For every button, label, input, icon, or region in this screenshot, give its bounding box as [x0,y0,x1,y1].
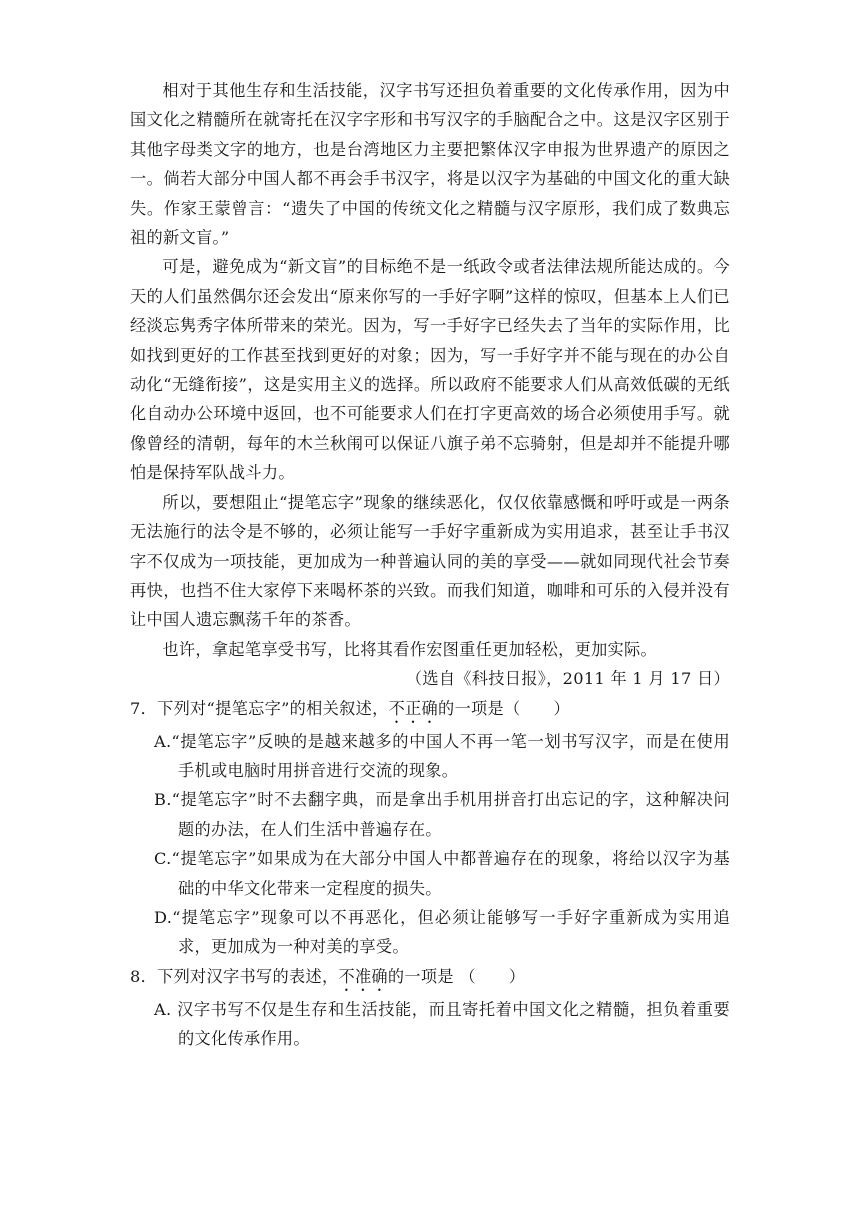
question-7-option-d: D.“提笔忘字”现象可以不再恶化，但必须让能够写一手好字重新成为实用追求，更加成为一种对美的享受。 [154,907,730,957]
question-8-stem-emphasis: 不准确 [338,966,388,986]
question-7-stem-before: 7．下列对“提笔忘字”的相关叙述， [130,698,389,718]
question-8 [130,962,730,1054]
question-8-stem-after: 的一项是 （ ） [387,966,526,986]
paragraph-2: 可是，避免成为“新文盲”的目标绝不是一纸政令或者法律法规所能达成的。今天的人们虽然偶尔还会发出“原来你写的一手好字啊”这样的惊叹，但基本上人们已经淡忘隽秀字体所带来的荣光。因为，写一手好字已经失去了当年的实际作用，比如找到更好的工作甚至找到更好的对象；因为，写一手好字并不能与现在的办公自动化“无缝衔接”，这是实用主义的选择。所以政府不能要求人们从高效低碳的无纸化自动办公环境中返回，也不可能要求人们在打字更高效的场合必须使用手写。就像曾经的清朝，每年的木兰秋闱可以保证八旗子弟不忘骑射，但是却并不能提升哪怕是保持军队战斗力。 [130,257,730,483]
question-8-stem-before: 8．下列对汉字书写的表述， [130,966,339,986]
question-8-option-a: A. 汉字书写不仅是生存和生活技能，而且寄托着中国文化之精髓，担负着重要的文化传承作用。 [154,999,730,1049]
paragraph-3: 所以，要想阻止“提笔忘字”现象的继续恶化，仅仅依靠感慨和呼吁或是一两条无法施行的法令是不够的，必须让能写一手好字重新成为实用追求，甚至让手书汉字不仅成为一项技能，更加成为一种普遍认同的美的享受——就如同现代社会节奏再快，也挡不住大家停下来喝杯茶的兴致。而我们知道，咖啡和可乐的入侵并没有让中国人遗忘飘荡千年的茶香。 [130,492,730,630]
document-page [130,76,730,1054]
question-7-stem-after: 的一项是（ ） [438,698,570,718]
question-7-option-b: B.“提笔忘字”时不去翻字典，而是拿出手机用拼音打出忘记的字，这种解决问题的办法，在人们生活中普遍存在。 [154,790,730,839]
question-7-stem [130,694,730,727]
question-8-stem [130,962,730,995]
question-7 [130,694,730,962]
question-7-option-c: C.“提笔忘字”如果成为在大部分中国人中都普遍存在的现象，将给以汉字为基础的中华文化带来一定程度的损失。 [154,849,730,898]
paragraph-4: 也许，拿起笔享受书写，比将其看作宏图重任更加轻松，更加实际。 [162,639,658,659]
question-7-stem-emphasis: 不正确 [388,698,439,718]
question-7-option-a: A.“提笔忘字”反映的是越来越多的中国人不再一笔一划书写汉字，而是在使用手机或电脑时用拼音进行交流的现象。 [154,731,730,780]
source-citation: （选自《科技日报》，2011 年 1 月 17 日） [405,669,730,689]
paragraph-1: 相对于其他生存和生活技能，汉字书写还担负着重要的文化传承作用，因为中国文化之精髓所在就寄托在汉字字形和书写汉字的手脑配合之中。这是汉字区别于其他字母类文字的地方，也是台湾地区力主要把繁体汉字申报为世界遗产的原因之一。倘若大部分中国人都不再会手书汉字，将是以汉字为基础的中国文化的重大缺失。作家王蒙曾言：“遗失了中国的传统文化之精髓与汉字原形，我们成了数典忘祖的新文盲。” [130,81,730,248]
